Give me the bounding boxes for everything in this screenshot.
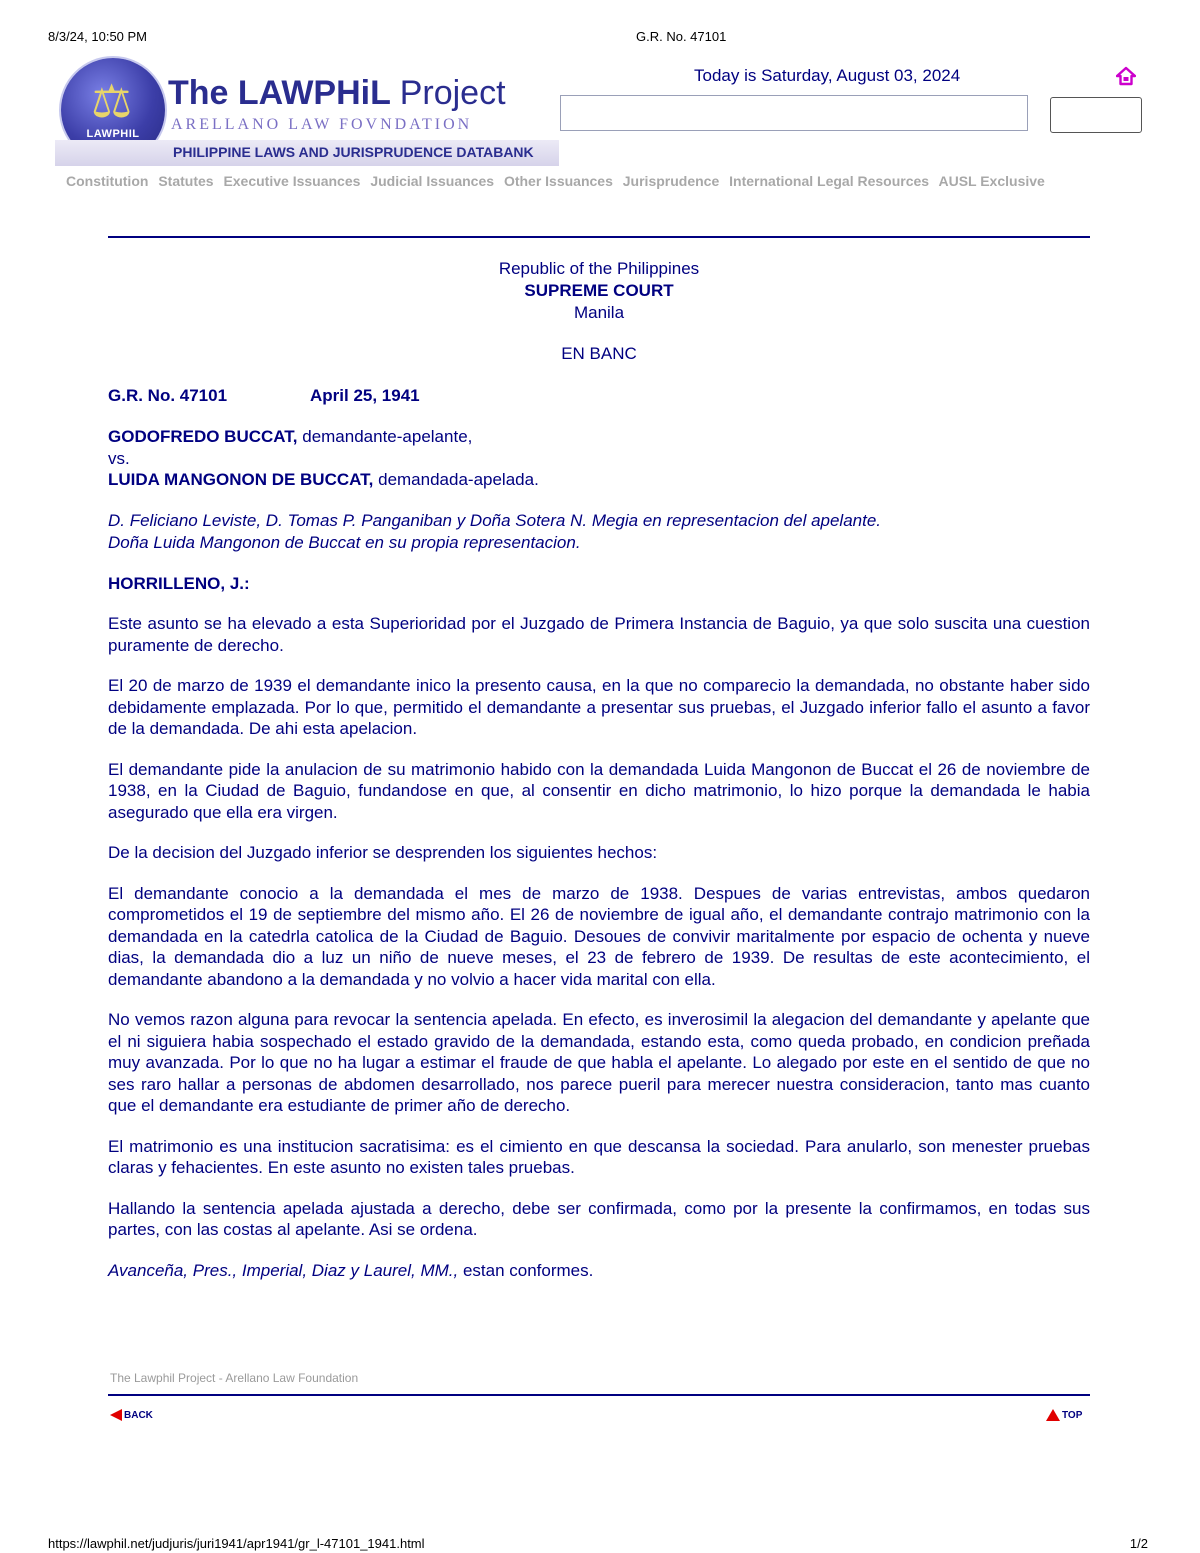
main-nav [66, 173, 1051, 189]
bottom-divider [108, 1394, 1090, 1396]
paragraph: El demandante pide la anulacion de su matrimonio habido con la demandada Luida Mangonon de Buccat el 26 de noviembre de 1938, en la Ciudad de Baguio, fundandose en que, al consentir en dicho matrimonio, lo hizo porque la demandada le habia asegurado que ella era virgen. [108, 759, 1090, 822]
nav-statutes[interactable]: Statutes [158, 173, 214, 189]
back-arrow-icon [110, 1409, 122, 1421]
nav-international-legal-resources[interactable]: International Legal Resources [729, 173, 930, 189]
top-divider [108, 236, 1090, 238]
plaintiff-role: demandante-apelante, [297, 427, 473, 446]
back-label: BACK [124, 1409, 153, 1421]
division-heading: EN BANC [561, 344, 637, 363]
today-date: Today is Saturday, August 03, 2024 [694, 66, 961, 85]
nav-constitution[interactable]: Constitution [66, 173, 149, 189]
print-page-number: 1/2 [1129, 1536, 1148, 1551]
paragraph: De la decision del Juzgado inferior se desprenden los siguientes hechos: [108, 843, 658, 862]
top-link[interactable] [1046, 1409, 1082, 1421]
nav-other-issuances[interactable]: Other Issuances [503, 173, 613, 189]
top-label: TOP [1062, 1409, 1083, 1421]
scales-of-justice-icon: ⚖ [91, 74, 133, 128]
nav-jurisprudence[interactable]: Jurisprudence [622, 173, 720, 189]
site-title-project: Project [399, 74, 506, 112]
defendant-role: demandada-apelada. [373, 470, 539, 489]
case-number: G.R. No. 47101 [108, 386, 228, 405]
defendant-name: LUIDA MANGONON DE BUCCAT, [108, 470, 374, 489]
paragraph: Este asunto se ha elevado a esta Superioridad por el Juzgado de Primera Instancia de Baguio, ya que solo suscita una cuestion puramente de derecho. [108, 614, 1090, 655]
counsel-block [108, 510, 1090, 553]
nav-judicial-issuances[interactable]: Judicial Issuances [370, 173, 495, 189]
versus-label: vs. [108, 448, 130, 468]
site-title [168, 74, 506, 113]
case-number-line [108, 385, 1090, 407]
nav-ausl-exclusive[interactable]: AUSL Exclusive [938, 173, 1045, 189]
logo-seal-text: LAWPHIL [86, 128, 140, 140]
site-tagline: PHILIPPINE LAWS AND JURISPRUDENCE DATABANK [173, 144, 534, 160]
republic-heading: Republic of the Philippines [498, 259, 700, 278]
counsel-appellee: Doña Luida Mangonon de Buccat en su propia representacion. [108, 532, 581, 552]
search-input[interactable] [560, 95, 1028, 131]
print-datetime: 8/3/24, 10:50 PM [48, 29, 148, 44]
concurring-names: Avanceña, Pres., Imperial, Diaz y Laurel, MM., [108, 1260, 459, 1280]
back-link[interactable] [110, 1409, 153, 1421]
paragraph: Hallando la sentencia apelada ajustada a derecho, debe ser confirmada, como por la presente la confirmamos, en todas sus partes, con las costas al apelante. Asi se ordena. [108, 1198, 1090, 1239]
case-date: April 25, 1941 [310, 386, 420, 405]
counsel-appellant: D. Feliciano Leviste, D. Tomas P. Panganiban y Doña Sotera N. Megia en representacion del apelante. [108, 511, 882, 530]
decision-body [108, 613, 1090, 1300]
paragraph: El demandante conocio a la demandada el mes de marzo de 1938. Despues de varias entrevistas, ambos quedaron comprometidos el 19 de septiembre del mismo año. El 26 de noviembre de igual año, el demandante contrajo matrimonio con la demandada en la catedrla catolica de la Ciudad de Baguio. Desoues de convivir maritalmente por espacio de ochenta y nueve dias, la demandada dio a luz un niño de nueve meses, el 23 de febrero de 1939. De resultas de este acontecimiento, el demandante abandono a la demandada y no volvio a hacer vida marital con ella. [108, 883, 1090, 989]
paragraph: El 20 de marzo de 1939 el demandante inico la presento causa, en la que no comparecio la demandada, no obstante haber sido debidamente emplazada. Por lo que, permitido el demandante a presentar sus pruebas, el Juzgado inferior fallo el asunto a favor de la demandada. De ahi esta apelacion. [108, 676, 1090, 738]
nav-executive-issuances[interactable]: Executive Issuances [223, 173, 361, 189]
print-page-title: G.R. No. 47101 [636, 29, 727, 44]
site-title-main: The LAWPHiL [168, 74, 391, 112]
lawphil-banner[interactable] [55, 56, 559, 168]
court-heading: SUPREME COURT [524, 281, 674, 300]
site-tagline-strip [55, 140, 559, 166]
footer-note: The Lawphil Project - Arellano Law Foundation [110, 1371, 359, 1385]
up-arrow-icon [1046, 1409, 1060, 1421]
paragraph: El matrimonio es una institucion sacratisima: es el cimiento en que descansa la sociedad. Para anularlo, son menester pruebas claras y fehacientes. En este asunto no existen tales pruebas. [108, 1136, 1090, 1177]
site-subtitle: ARELLANO LAW FOVNDATION [171, 116, 473, 133]
city-heading: Manila [573, 303, 625, 322]
paragraph: No vemos razon alguna para revocar la sentencia apelada. En efecto, es inverosimil la alegacion del demandante y apelante que el ni siguiera habia sospechado el estado gravido de la demandada, estando esta, como queda probado, en condicion preñada muy avanzada. Por lo que no ha lugar a estimar el fraude de que habla el apelante. Lo alegado por este en el sentido de que no ses raro hallar a personas de abdomen desarrollado, nos parece pueril para merecer nuestra consideracion, tanto mas cuanto que el demandante era estudiante de primer año de derecho. [108, 1010, 1090, 1115]
ponente: HORRILLENO, J.: [108, 574, 250, 593]
print-url: https://lawphil.net/judjuris/juri1941/apr1941/gr_l-47101_1941.html [48, 1536, 425, 1551]
concurring-text: estan conformes. [458, 1260, 594, 1280]
home-icon[interactable] [1116, 66, 1136, 86]
case-parties [108, 426, 1090, 491]
plaintiff-name: GODOFREDO BUCCAT, [108, 427, 298, 446]
search-button[interactable] [1050, 97, 1142, 133]
concurring-justices [108, 1260, 1090, 1282]
